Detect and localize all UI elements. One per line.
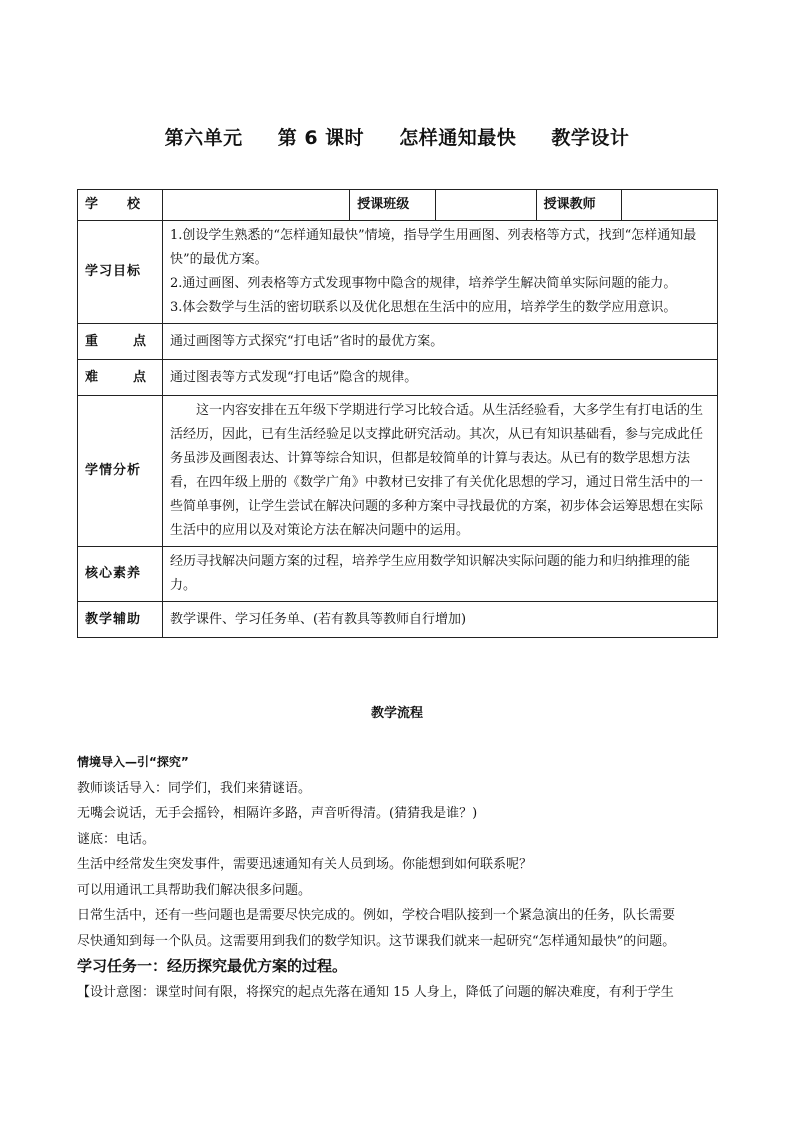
flow-title: 教学流程	[370, 706, 423, 721]
row-key-point	[78, 324, 718, 360]
row-school	[78, 190, 718, 221]
title-kind: 教学设计	[551, 127, 630, 149]
key-point-label: 重 点	[78, 324, 163, 360]
school-label: 学 校	[78, 190, 163, 221]
goal-item: 3.体会数学与生活的密切联系以及优化思想在生活中的应用，培养学生的数学应用意识。	[169, 300, 677, 315]
key-point-content: 通过画图等方式探究“打电话”省时的最优方案。	[162, 324, 717, 360]
row-difficulty	[78, 360, 718, 396]
analysis-label: 学情分析	[78, 396, 163, 547]
flow-line: 教师谈话导入：同学们，我们来猜谜语。	[77, 780, 312, 796]
analysis-content	[162, 396, 717, 547]
analysis-text: 这一内容安排在五年级下学期进行学习比较合适。从生活经验看，大多学生有打电话的生活经历，因此，已有生活经验足以支撑此研究活动。其次，从已有知识基础看，参与完成此任务虽涉及画图表达、计算等综合知识，但都是较简单的计算与表达。从已有的数学思想方法看，在四年级上册的《数学广角》中教材已安排了有关优化思想的学习，通过日常生活中的一些简单事例，让学生尝试在解决问题的多种方案中寻找最优的方案，初步体会运筹思想在实际生活中的应用以及对策论方法在解决问题中的运用。	[169, 403, 703, 538]
difficulty-label: 难 点	[78, 360, 163, 396]
aids-label: 教学辅助	[78, 602, 163, 638]
goal-item: 1.创设学生熟悉的“怎样通知最快”情境，指导学生用画图、列表格等方式，找到“怎样通知最快”的最优方案。	[169, 228, 697, 267]
intro-heading: 情境导入—引“探究”	[77, 755, 189, 769]
goal-item: 2.通过画图、列表格等方式发现事物中隐含的规律，培养学生解决简单实际问题的能力。	[169, 276, 677, 291]
flow-line: 尽快通知到每一个队员。这需要用到我们的数学知识。这节课我们就来一起研究“怎样通知最快”的问题。	[77, 933, 676, 949]
row-goals	[78, 221, 718, 324]
page-title	[0, 123, 794, 150]
design-intent: 【设计意图：课堂时间有限，将探究的起点先落在通知 15 人身上，降低了问题的解决难度，有利于学生	[77, 984, 674, 1000]
literacy-label: 核心素养	[78, 547, 163, 602]
class-label: 授课班级	[350, 190, 436, 221]
flow-line: 日常生活中，还有一些问题也是需要尽快完成的。例如，学校合唱队接到一个紧急演出的任务，队长需要	[77, 908, 676, 923]
teacher-value	[622, 190, 718, 221]
flow-body	[77, 750, 727, 1005]
difficulty-content: 通过图表等方式发现“打电话”隐含的规律。	[162, 360, 717, 396]
goals-content	[162, 221, 717, 324]
title-topic: 怎样通知最快	[399, 127, 517, 149]
flow-line: 无嘴会说话，无手会摇铃，相隔许多路，声音听得清。(猜猜我是谁？)	[77, 806, 478, 821]
aids-content: 教学课件、学习任务单、(若有教具等教师自行增加)	[162, 602, 717, 638]
row-aids	[78, 602, 718, 638]
school-value	[162, 190, 349, 221]
teacher-label: 授课教师	[536, 190, 622, 221]
flow-line: 可以用通讯工具帮助我们解决很多问题。	[77, 882, 312, 898]
flow-line: 生活中经常发生突发事件，需要迅速通知有关人员到场。你能想到如何联系呢？	[77, 857, 533, 872]
title-lesson: 第 6 课时	[277, 127, 365, 149]
title-unit: 第六单元	[164, 127, 243, 149]
row-analysis	[78, 396, 718, 547]
lesson-info-table	[77, 189, 718, 638]
goals-label: 学习目标	[78, 221, 163, 324]
row-literacy	[78, 547, 718, 602]
class-value	[435, 190, 536, 221]
flow-line: 谜底：电话。	[77, 831, 156, 847]
literacy-content: 经历寻找解决问题方案的过程，培养学生应用数学知识解决实际问题的能力和归纳推理的能力。	[162, 547, 717, 602]
task1-heading: 学习任务一：经历探究最优方案的过程。	[77, 957, 348, 975]
